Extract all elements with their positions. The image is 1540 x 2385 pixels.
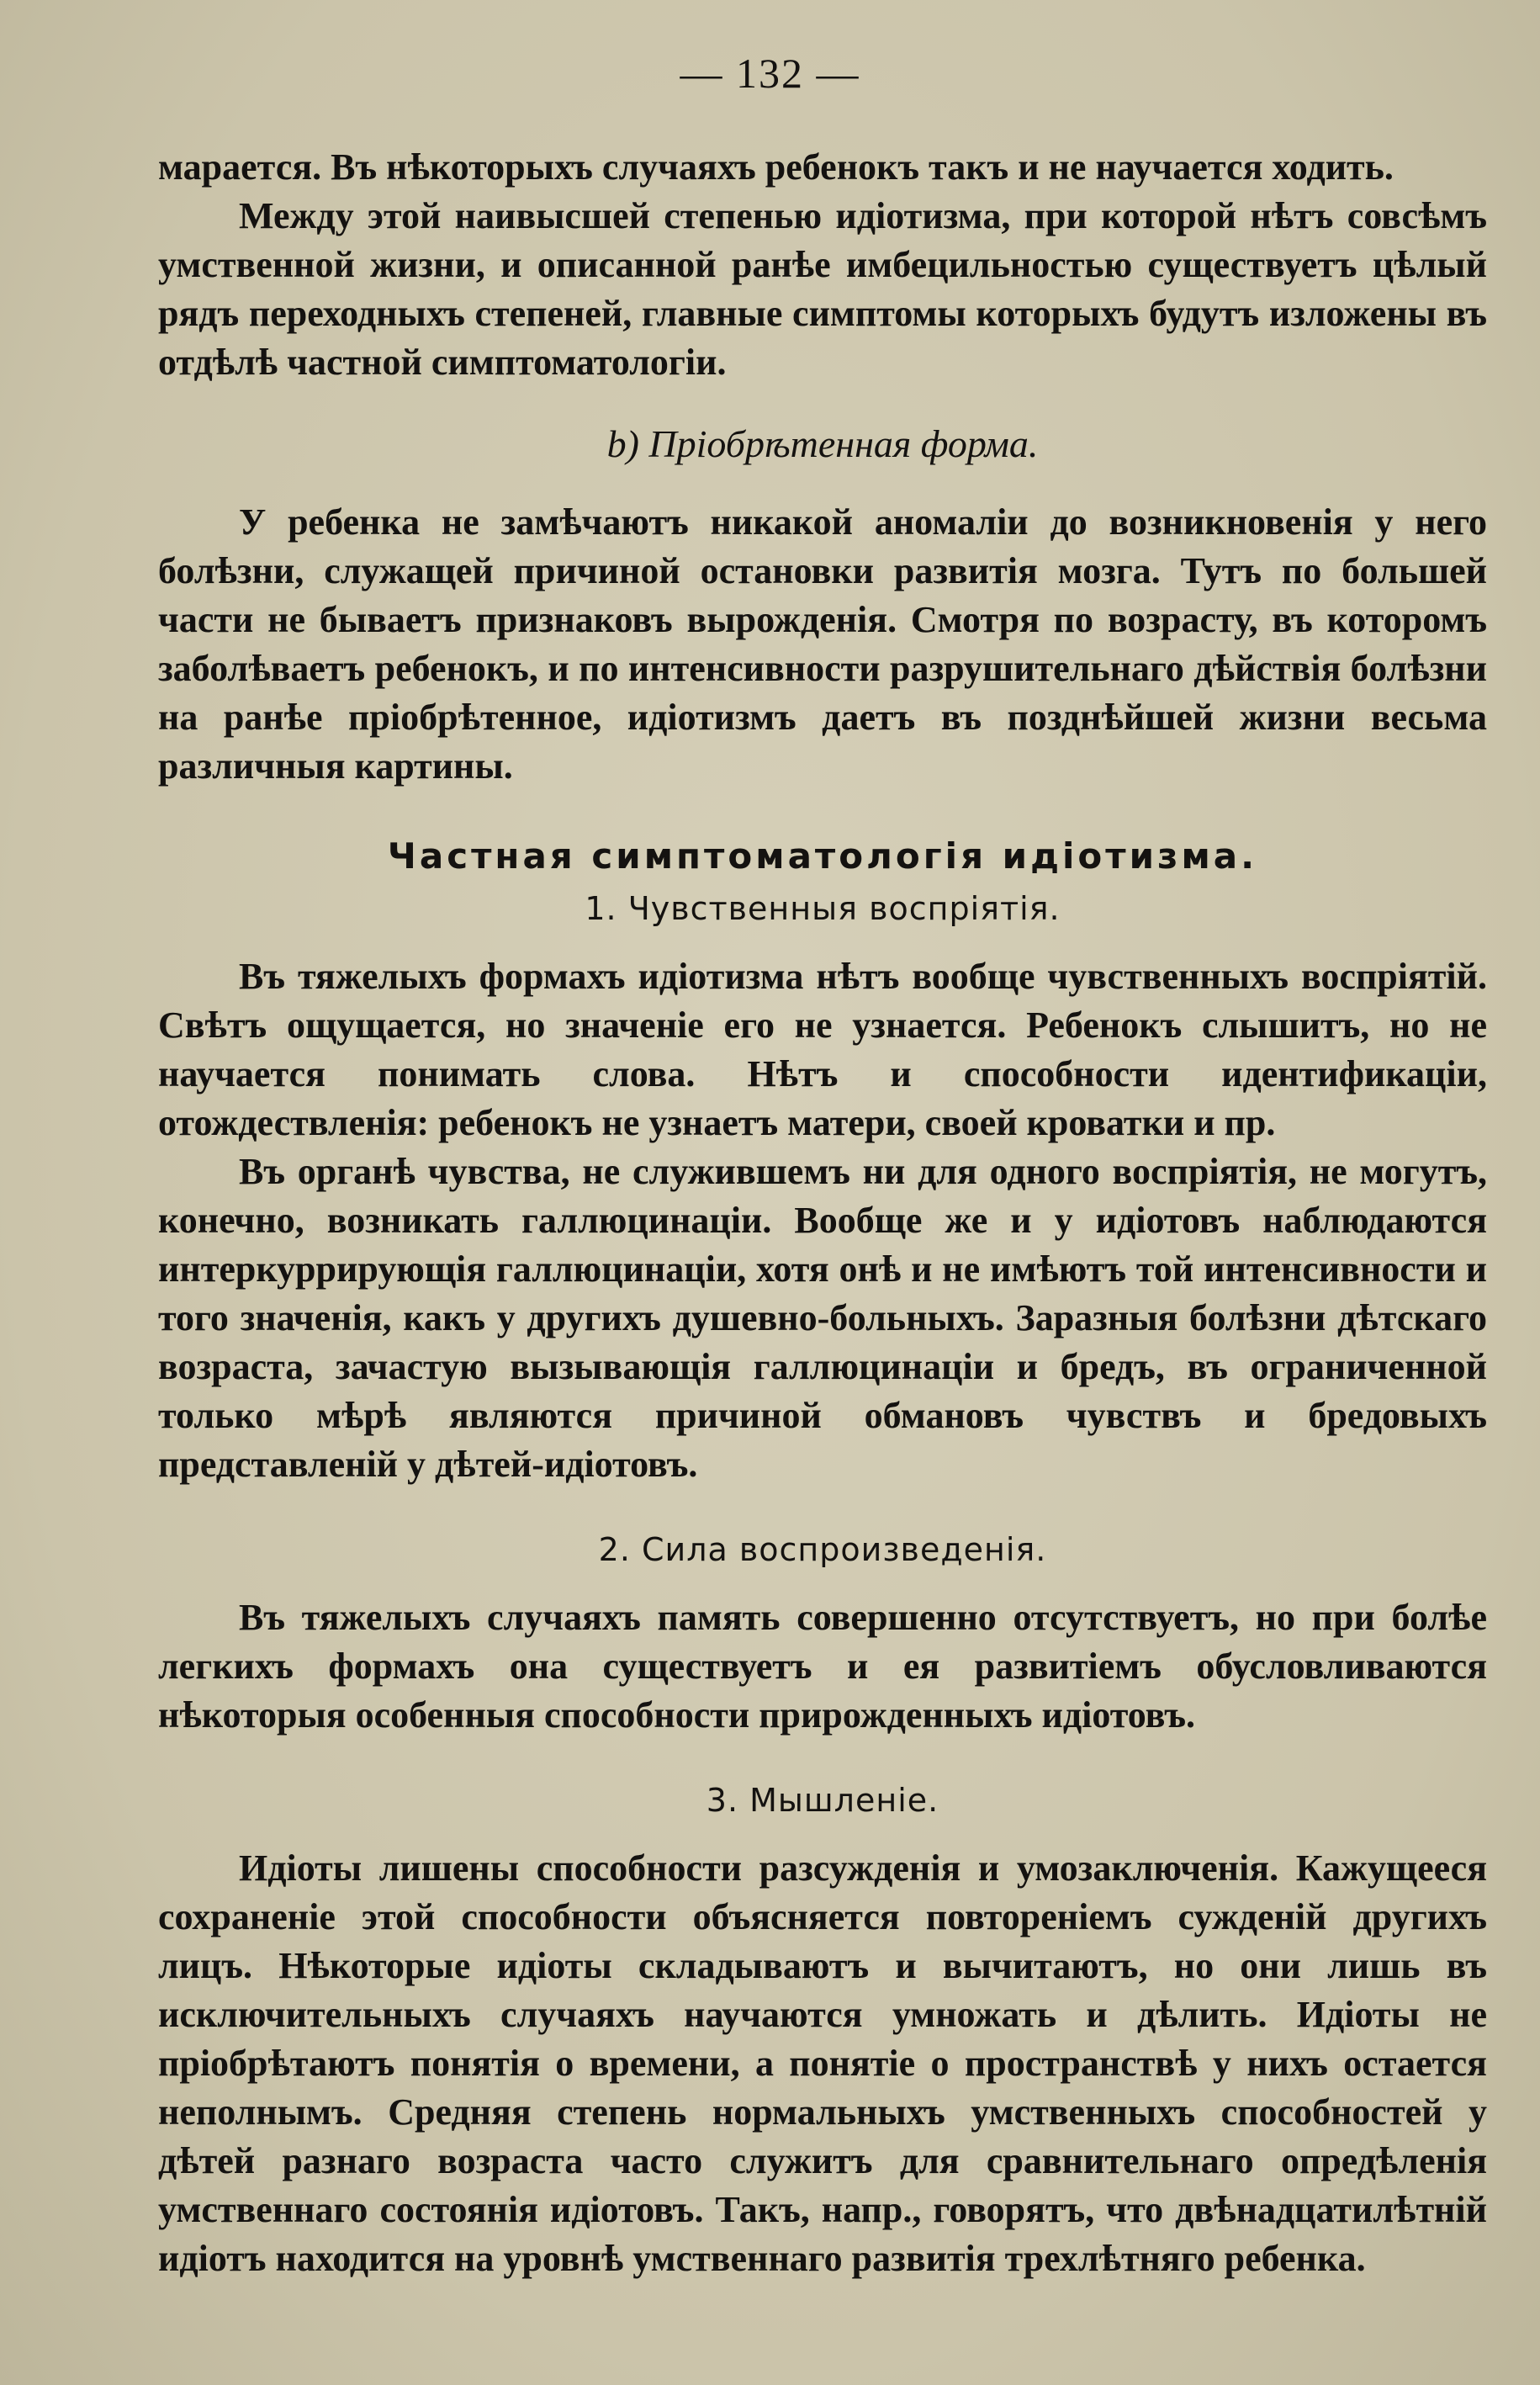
intro-paragraph-continuation: марается. Въ нѣкоторыхъ случаяхъ ребенокъ такъ и не научается ходить.: [158, 146, 1394, 188]
main-section-heading: Частная симптоматологія идіотизма.: [387, 835, 1258, 877]
section-3-heading: 3. Мышленіе.: [706, 1782, 939, 1819]
section-2-paragraph-1: Въ тяжелыхъ случаяхъ память совершенно отсутствуетъ, но при болѣе легкихъ формахъ она существуетъ и ея развитіемъ обусловливаются нѣкоторыя особенныя способности прирожденныхъ идіотовъ.: [158, 1597, 1487, 1736]
section-2-heading: 2. Сила воспроизведенія.: [598, 1531, 1047, 1568]
page-number: — 132 —: [680, 50, 860, 97]
section-1-heading: 1. Чувственныя воспріятія.: [585, 890, 1061, 927]
section-1-paragraph-2: Въ органѣ чувства, не служившемъ ни для одного воспріятія, не могутъ, конечно, возникать галлюцинаціи. Вообще же и у идіотовъ наблюдаются интеркуррирующія галлюцинаціи, хотя онѣ и не имѣютъ той интенсивности и того значенія, какъ у другихъ душевно-больныхъ. Заразныя болѣзни дѣтскаго возраста, зачастую вызывающія галлюцинаціи и бредъ, въ ограниченной только мѣрѣ являются причиной обмановъ чувствъ и бредовыхъ представленій у дѣтей-идіотовъ.: [158, 1151, 1487, 1485]
acquired-form-heading: b) Пріобрѣтенная форма.: [606, 422, 1039, 465]
section-3-paragraph-1: Идіоты лишены способности разсужденія и умозаключенія. Кажущееся сохраненіе этой способности объясняется повтореніемъ сужденій другихъ лицъ. Нѣкоторые идіоты складываютъ и вычитаютъ, но они лишь въ исключительныхъ случаяхъ научаются умножать и дѣлить. Идіоты не пріобрѣтаютъ понятія о времени, а понятіе о пространствѣ у нихъ остается неполнымъ. Средняя степень нормальныхъ умственныхъ способностей у дѣтей разнаго возраста часто служитъ для сравнительнаго опредѣленія умственнаго состоянія идіотовъ. Такъ, напр., говорятъ, что двѣнадцатилѣтній идіотъ находится на уровнѣ умственнаго развитія трехлѣтняго ребенка.: [158, 1847, 1487, 2279]
intro-paragraph: Между этой наивысшей степенью идіотизма, при которой нѣтъ совсѣмъ умственной жизни, и описанной ранѣе имбецильностью существуетъ цѣлый рядъ переходныхъ степеней, главные симптомы которыхъ будутъ изложены въ отдѣлѣ частной симптоматологіи.: [158, 195, 1487, 383]
acquired-form-paragraph: У ребенка не замѣчаютъ никакой аномаліи до возникновенія у него болѣзни, служащей причиной остановки развитія мозга. Тутъ по большей части не бываетъ признаковъ вырожденія. Смотря по возрасту, въ которомъ заболѣваетъ ребенокъ, и по интенсивности разрушительнаго дѣйствія болѣзни на ранѣе пріобрѣтенное, идіотизмъ даетъ въ позднѣйшей жизни весьма различныя картины.: [158, 501, 1487, 787]
page-content: [158, 143, 1487, 2283]
section-1-paragraph-1: Въ тяжелыхъ формахъ идіотизма нѣтъ вообще чувственныхъ воспріятій. Свѣтъ ощущается, но значеніе его не узнается. Ребенокъ слышитъ, но не научается понимать слова. Нѣтъ и способности идентификаціи, отождествленія: ребенокъ не узнаетъ матери, своей кроватки и пр.: [158, 956, 1487, 1143]
